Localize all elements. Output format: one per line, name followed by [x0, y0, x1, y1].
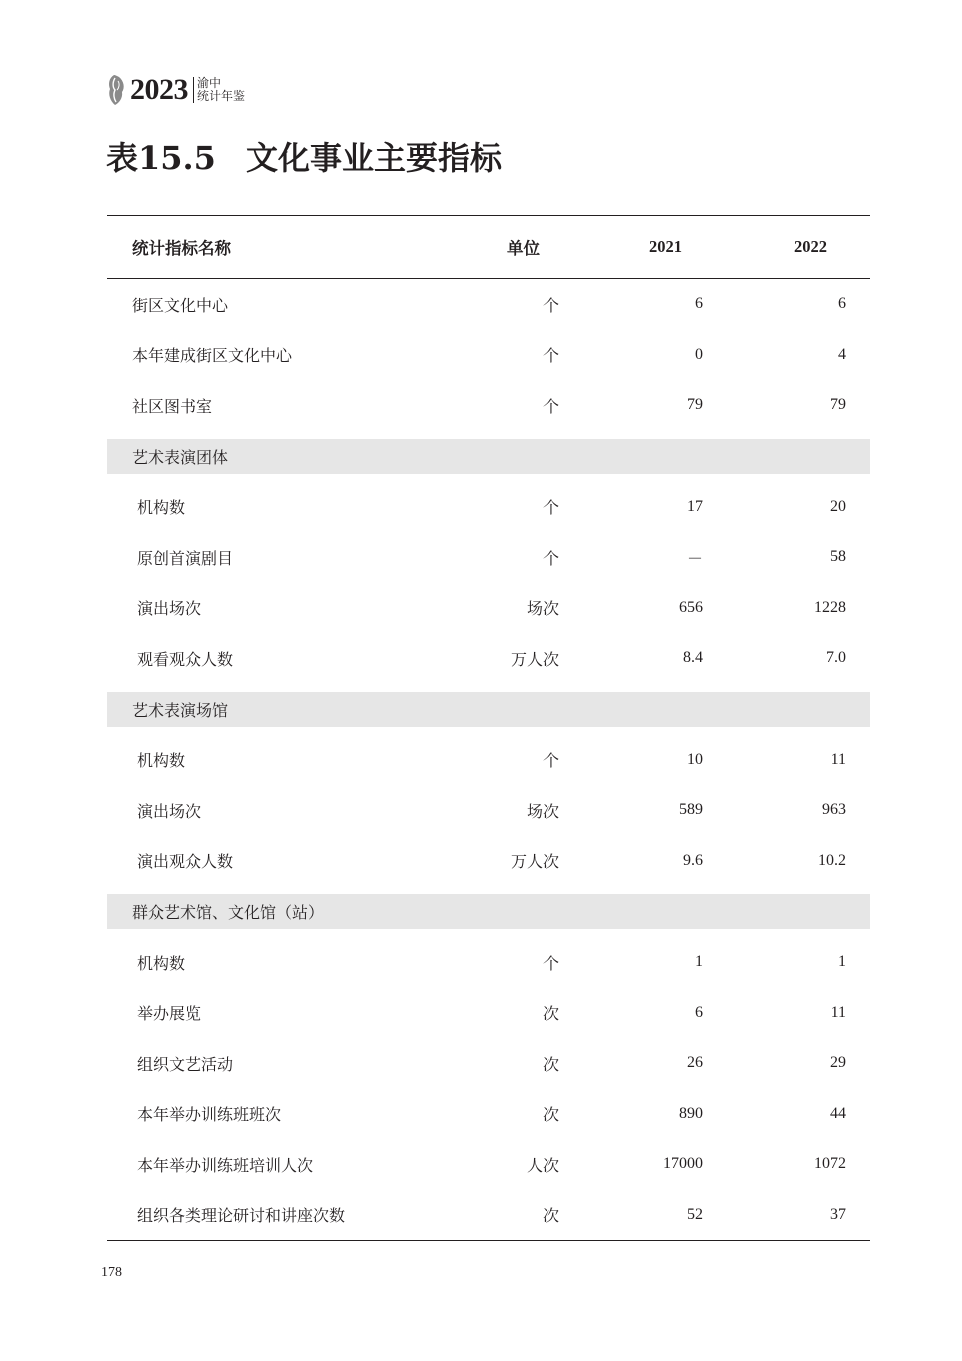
row-indicator-name: 本年举办训练班培训人次	[137, 1155, 314, 1175]
row-value-2021: 1	[695, 953, 703, 971]
row-value-2021: 589	[679, 801, 703, 819]
row-unit: 次	[542, 1105, 559, 1125]
row-unit: 个	[542, 346, 559, 366]
row-value-2022: 6	[838, 295, 846, 313]
row-unit: 万人次	[510, 649, 559, 669]
row-value-2022: 11	[830, 750, 846, 768]
row-indicator-name: 组织各类理论研讨和讲座次数	[137, 1206, 346, 1226]
row-value-2021: 6	[695, 295, 703, 313]
section-header-row	[107, 684, 870, 735]
table-header-row	[107, 216, 870, 278]
row-unit: 次	[542, 1206, 559, 1226]
table-row	[107, 481, 870, 532]
table-row	[107, 836, 870, 887]
row-value-2022: 44	[830, 1104, 846, 1122]
row-value-2021: 6	[695, 1003, 703, 1021]
brand-line-1: 渝中	[197, 76, 222, 90]
section-title: 艺术表演团体	[132, 447, 229, 467]
row-value-2022: 79	[830, 396, 846, 414]
table-row	[107, 1089, 870, 1140]
row-value-2022: 37	[830, 1205, 846, 1223]
row-indicator-name: 演出场次	[137, 801, 202, 821]
column-header-2021: 2021	[649, 237, 682, 256]
row-value-2022: 1	[838, 953, 846, 971]
yearbook-logo-icon	[106, 74, 126, 106]
row-value-2021: －	[686, 550, 703, 568]
row-unit: 次	[542, 1004, 559, 1024]
row-unit: 万人次	[510, 852, 559, 872]
row-indicator-name: 机构数	[137, 498, 186, 518]
yearbook-year: 2023	[130, 73, 188, 106]
row-value-2022: 1228	[814, 598, 846, 616]
row-indicator-name: 举办展览	[137, 1004, 202, 1024]
row-value-2022: 963	[822, 801, 846, 819]
column-header-name: 统计指标名称	[132, 239, 231, 258]
table-row	[107, 734, 870, 785]
table-row	[107, 583, 870, 634]
table-row	[107, 1190, 870, 1241]
row-value-2022: 20	[830, 497, 846, 515]
table-row	[107, 987, 870, 1038]
table-row	[107, 380, 870, 431]
row-value-2021: 8.4	[683, 649, 703, 667]
row-value-2021: 79	[687, 396, 703, 414]
row-value-2022: 10.2	[818, 851, 846, 869]
row-unit: 场次	[526, 801, 559, 821]
row-indicator-name: 演出观众人数	[137, 852, 234, 872]
row-value-2022: 29	[830, 1054, 846, 1072]
row-indicator-name: 本年举办训练班班次	[137, 1105, 282, 1125]
yearbook-header	[106, 72, 245, 108]
row-unit: 个	[542, 295, 559, 315]
row-unit: 场次	[526, 599, 559, 619]
section-title: 艺术表演场馆	[132, 700, 229, 720]
table-row	[107, 633, 870, 684]
row-indicator-name: 本年建成街区文化中心	[132, 346, 293, 366]
table-row	[107, 1038, 870, 1089]
row-value-2022: 58	[830, 548, 846, 566]
table-bottom-rule	[107, 1240, 870, 1241]
row-value-2021: 9.6	[683, 851, 703, 869]
table-body	[107, 279, 870, 1240]
row-indicator-name: 机构数	[137, 953, 186, 973]
page-number: 178	[101, 1265, 122, 1280]
row-unit: 个	[542, 396, 559, 416]
row-indicator-name: 演出场次	[137, 599, 202, 619]
row-value-2021: 10	[687, 750, 703, 768]
brand-line-2: 统计年鉴	[197, 89, 246, 103]
row-value-2021: 26	[687, 1054, 703, 1072]
row-value-2022: 7.0	[826, 649, 846, 667]
row-value-2022: 1072	[814, 1155, 846, 1173]
row-value-2021: 0	[695, 345, 703, 363]
table-row	[107, 532, 870, 583]
row-indicator-name: 机构数	[137, 751, 186, 771]
row-unit: 个	[542, 953, 559, 973]
column-header-unit: 单位	[507, 239, 540, 258]
row-indicator-name: 组织文艺活动	[137, 1054, 234, 1074]
table-title	[106, 138, 502, 178]
table-row	[107, 330, 870, 381]
row-value-2021: 52	[687, 1205, 703, 1223]
row-value-2021: 656	[679, 598, 703, 616]
table-row	[107, 785, 870, 836]
table-row	[107, 279, 870, 330]
table-title-text: 文化事业主要指标	[245, 139, 502, 177]
row-value-2022: 11	[830, 1003, 846, 1021]
row-value-2021: 890	[679, 1104, 703, 1122]
table-row	[107, 937, 870, 988]
statistics-table	[107, 215, 870, 1241]
table-row	[107, 1139, 870, 1190]
row-unit: 次	[542, 1054, 559, 1074]
section-header-row	[107, 431, 870, 482]
section-header-row	[107, 886, 870, 937]
row-indicator-name: 街区文化中心	[132, 295, 229, 315]
yearbook-brand	[193, 77, 245, 103]
row-unit: 个	[542, 751, 559, 771]
row-value-2021: 17000	[663, 1155, 703, 1173]
row-indicator-name: 原创首演剧目	[137, 548, 234, 568]
section-title: 群众艺术馆、文化馆（站）	[132, 902, 325, 922]
row-indicator-name: 观看观众人数	[137, 649, 234, 669]
row-indicator-name: 社区图书室	[132, 396, 213, 416]
table-number: 表15.5	[106, 139, 216, 177]
row-value-2022: 4	[838, 345, 846, 363]
row-unit: 个	[542, 548, 559, 568]
row-value-2021: 17	[687, 497, 703, 515]
row-unit: 人次	[526, 1155, 559, 1175]
row-unit: 个	[542, 498, 559, 518]
column-header-2022: 2022	[794, 237, 827, 256]
